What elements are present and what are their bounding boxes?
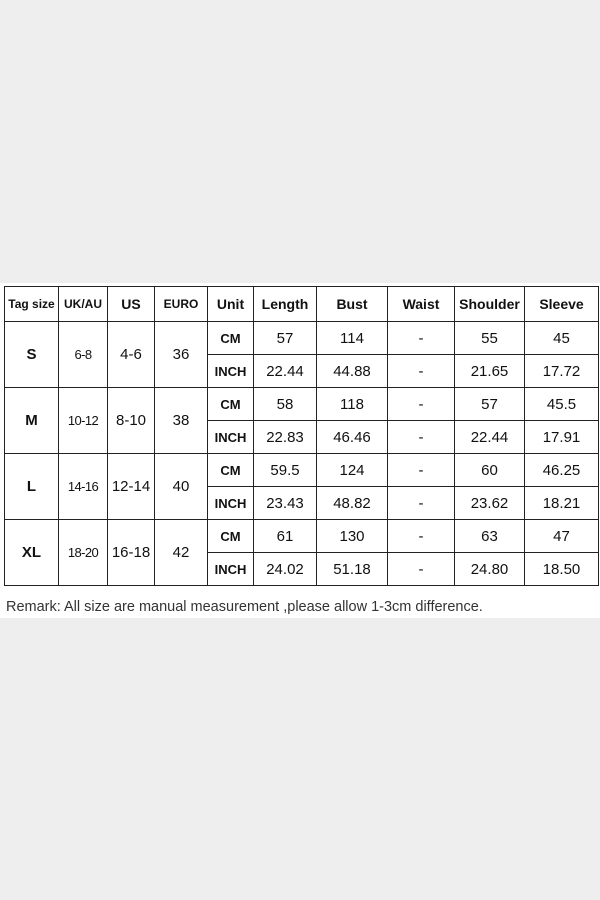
table-row xyxy=(5,388,599,421)
waist-cell: - xyxy=(388,355,455,388)
table-row xyxy=(5,520,599,553)
waist-cell: - xyxy=(388,553,455,586)
uk-au-cell: 6-8 xyxy=(59,322,108,388)
unit-cell: INCH xyxy=(208,355,254,388)
sleeve-cell: 45 xyxy=(525,322,599,355)
unit-cell: CM xyxy=(208,454,254,487)
header-sleeve: Sleeve xyxy=(525,287,599,322)
bust-cell: 48.82 xyxy=(317,487,388,520)
tag-size-cell: M xyxy=(5,388,59,454)
header-length: Length xyxy=(254,287,317,322)
unit-cell: INCH xyxy=(208,553,254,586)
length-cell: 22.83 xyxy=(254,421,317,454)
unit-cell: CM xyxy=(208,322,254,355)
length-cell: 23.43 xyxy=(254,487,317,520)
size-chart-card xyxy=(0,283,600,618)
header-tag-size: Tag size xyxy=(5,287,59,322)
length-cell: 58 xyxy=(254,388,317,421)
waist-cell: - xyxy=(388,454,455,487)
tag-size-cell: S xyxy=(5,322,59,388)
length-cell: 61 xyxy=(254,520,317,553)
header-waist: Waist xyxy=(388,287,455,322)
sleeve-cell: 46.25 xyxy=(525,454,599,487)
waist-cell: - xyxy=(388,421,455,454)
length-cell: 57 xyxy=(254,322,317,355)
bust-cell: 46.46 xyxy=(317,421,388,454)
sleeve-cell: 17.91 xyxy=(525,421,599,454)
bust-cell: 130 xyxy=(317,520,388,553)
waist-cell: - xyxy=(388,322,455,355)
sleeve-cell: 18.21 xyxy=(525,487,599,520)
us-cell: 16-18 xyxy=(108,520,155,586)
header-unit: Unit xyxy=(208,287,254,322)
header-us: US xyxy=(108,287,155,322)
us-cell: 4-6 xyxy=(108,322,155,388)
us-cell: 12-14 xyxy=(108,454,155,520)
euro-cell: 38 xyxy=(155,388,208,454)
header-euro: EURO xyxy=(155,287,208,322)
sleeve-cell: 45.5 xyxy=(525,388,599,421)
size-chart-table xyxy=(4,286,599,586)
bust-cell: 44.88 xyxy=(317,355,388,388)
shoulder-cell: 55 xyxy=(455,322,525,355)
shoulder-cell: 57 xyxy=(455,388,525,421)
shoulder-cell: 22.44 xyxy=(455,421,525,454)
bust-cell: 114 xyxy=(317,322,388,355)
tag-size-cell: XL xyxy=(5,520,59,586)
tag-size-cell: L xyxy=(5,454,59,520)
unit-cell: INCH xyxy=(208,487,254,520)
unit-cell: CM xyxy=(208,388,254,421)
header-row xyxy=(5,287,599,322)
length-cell: 22.44 xyxy=(254,355,317,388)
waist-cell: - xyxy=(388,487,455,520)
uk-au-cell: 18-20 xyxy=(59,520,108,586)
waist-cell: - xyxy=(388,520,455,553)
length-cell: 59.5 xyxy=(254,454,317,487)
header-shoulder: Shoulder xyxy=(455,287,525,322)
header-uk-au: UK/AU xyxy=(59,287,108,322)
shoulder-cell: 24.80 xyxy=(455,553,525,586)
shoulder-cell: 60 xyxy=(455,454,525,487)
uk-au-cell: 14-16 xyxy=(59,454,108,520)
sleeve-cell: 17.72 xyxy=(525,355,599,388)
length-cell: 24.02 xyxy=(254,553,317,586)
remark-text: Remark: All size are manual measurement ,please allow 1-3cm difference. xyxy=(6,599,483,615)
bust-cell: 124 xyxy=(317,454,388,487)
shoulder-cell: 63 xyxy=(455,520,525,553)
header-bust: Bust xyxy=(317,287,388,322)
table-row xyxy=(5,454,599,487)
uk-au-cell: 10-12 xyxy=(59,388,108,454)
unit-cell: INCH xyxy=(208,421,254,454)
euro-cell: 36 xyxy=(155,322,208,388)
unit-cell: CM xyxy=(208,520,254,553)
euro-cell: 42 xyxy=(155,520,208,586)
table-row xyxy=(5,322,599,355)
us-cell: 8-10 xyxy=(108,388,155,454)
shoulder-cell: 21.65 xyxy=(455,355,525,388)
sleeve-cell: 47 xyxy=(525,520,599,553)
bust-cell: 51.18 xyxy=(317,553,388,586)
shoulder-cell: 23.62 xyxy=(455,487,525,520)
bust-cell: 118 xyxy=(317,388,388,421)
waist-cell: - xyxy=(388,388,455,421)
euro-cell: 40 xyxy=(155,454,208,520)
sleeve-cell: 18.50 xyxy=(525,553,599,586)
